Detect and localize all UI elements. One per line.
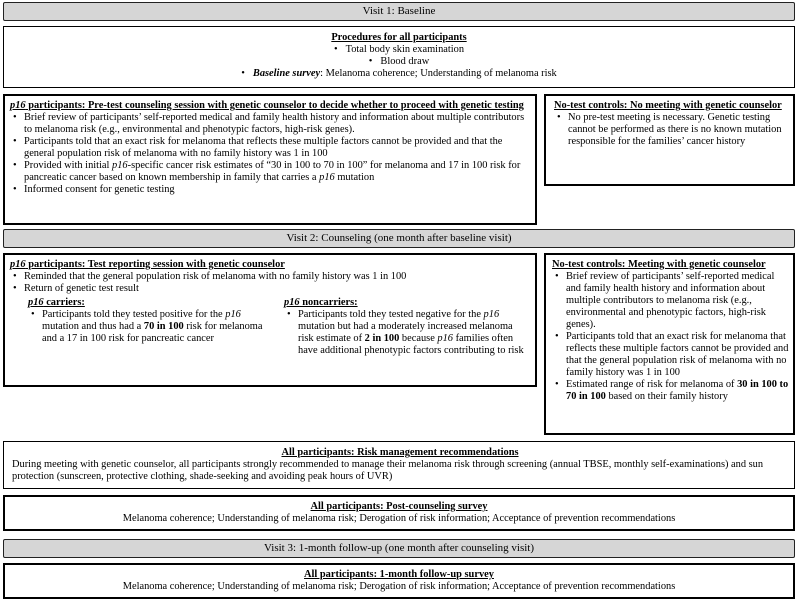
p16-reporting-box xyxy=(3,253,537,387)
notest-b3-bold: 30 in 100 to 70 in 100 xyxy=(566,379,789,402)
p16-pretest-box xyxy=(3,94,537,225)
followup-survey-title: All participants: 1-month follow-up survey xyxy=(304,569,494,580)
carriers-list xyxy=(28,309,276,345)
notest-meeting-box xyxy=(544,253,795,435)
p16-pretest-item: • Participants told that an exact risk for melanoma that reflects these multiple factors cannot be provided and that the general population risk of melanoma with no family history was 1 in 100 xyxy=(10,136,529,160)
p16-pretest-title-italic: p16 xyxy=(10,100,26,111)
noncarriers-t2: mutation but had a moderately increased melanoma risk estimate of xyxy=(298,321,513,344)
result-columns xyxy=(10,297,529,357)
p16-pretest-item xyxy=(10,160,529,184)
noncarriers-list xyxy=(284,309,524,357)
followup-survey-box xyxy=(3,563,795,599)
carriers-title xyxy=(28,297,276,309)
noncarriers-t4: families often have additional phenotypic factors contributing to risk xyxy=(298,333,524,356)
noncarriers-title xyxy=(284,297,524,309)
b3-b: -specific cancer risk estimates of “30 in 100 to 70 in 100” for melanoma and 17 in 100 risk for pancreatic cancer based on known membership in family that carries a xyxy=(24,160,521,183)
p16-reporting-title xyxy=(10,259,529,271)
noncarriers-item xyxy=(284,309,524,357)
noncarriers-title-italic: p16 xyxy=(284,297,300,308)
notest-meeting-item: • Participants told that an exact risk for melanoma that reflects these multiple factors cannot be provided and that the general population risk of melanoma with no family history was 1 in 100 xyxy=(552,331,789,379)
b3-italic: p16 xyxy=(112,160,128,171)
visit2-banner xyxy=(3,229,795,248)
post-survey-title: All participants: Post-counseling survey xyxy=(310,501,488,512)
carriers-title-italic: p16 xyxy=(28,297,44,308)
baseline-survey-label: Baseline survey xyxy=(252,68,321,79)
carriers-column xyxy=(10,297,276,357)
p16-reporting-title-italic: p16 xyxy=(10,259,26,270)
p16-pretest-list xyxy=(10,112,529,196)
notest-meeting-item xyxy=(552,379,789,403)
risk-management-title: All participants: Risk management recommendations xyxy=(281,447,519,458)
post-survey-box xyxy=(3,495,795,531)
risk-management-box xyxy=(3,441,795,489)
notest-controls-list xyxy=(554,112,787,148)
b3-c: mutation xyxy=(334,172,375,183)
noncarriers-column xyxy=(276,297,524,357)
procedure-item: • Blood draw xyxy=(4,56,794,68)
carriers-t1: Participants told they tested positive for the xyxy=(42,309,226,320)
carriers-item xyxy=(28,309,276,345)
procedures-list xyxy=(4,44,794,80)
b3-a: Provided with initial xyxy=(24,160,113,171)
risk-management-text: During meeting with genetic counselor, all participants strongly recommended to manage their melanoma risk through screening (annual TBSE, monthly self-examinations) and sun protection (sunscreen, protective clothing, shade-seeking and avoiding peak hours of UVR) xyxy=(12,459,764,482)
notest-controls-box xyxy=(544,94,795,186)
noncarriers-t1: Participants told they tested negative for the xyxy=(298,309,484,320)
procedure-item: • Total body skin examination xyxy=(4,44,794,56)
procedures-title: Procedures for all participants xyxy=(331,32,467,43)
notest-meeting-title: No-test controls: Meeting with genetic counselor xyxy=(552,259,766,270)
notest-controls-item: • No pre-test meeting is necessary. Genetic testing cannot be performed as there is no known mutation responsible for the families’ cancer history xyxy=(554,112,787,148)
followup-survey-text: Melanoma coherence; Understanding of melanoma risk; Derogation of risk information; Acceptance of prevention recommendations xyxy=(122,581,676,592)
carriers-title-rest: carriers: xyxy=(43,297,85,308)
notest-meeting-item: • Brief review of participants’ self-reported medical and family health history and information about multiple contributors to melanoma risk (e.g., environmental and phenotypic factors, high-risk genes). xyxy=(552,271,789,331)
p16-pretest-item: • Brief review of participants’ self-reported medical and family health history and information about multiple contributors to melanoma risk (e.g., environmental and phenotypic factors, high-risk genes). xyxy=(10,112,529,136)
p16-pretest-item: • Informed consent for genetic testing xyxy=(10,184,529,196)
procedures-box xyxy=(3,26,795,88)
notest-controls-title: No-test controls: No meeting with genetic counselor xyxy=(554,100,782,111)
post-survey-text: Melanoma coherence; Understanding of melanoma risk; Derogation of risk information; Acceptance of prevention recommendations xyxy=(122,513,676,524)
p16-reporting-title-rest: participants: Test reporting session with genetic counselor xyxy=(25,259,285,270)
b3-italic2: p16 xyxy=(319,172,335,183)
noncarriers-t3: because xyxy=(399,333,438,344)
visit3-banner-label: Visit 3: 1-month follow-up (one month after counseling visit) xyxy=(263,542,535,554)
noncarriers-italic: p16 xyxy=(483,309,500,320)
notest-meeting-list xyxy=(552,271,789,403)
notest-b3-a: Estimated range of risk for melanoma of xyxy=(566,379,738,390)
p16-reporting-list xyxy=(10,271,529,295)
visit1-banner-label: Visit 1: Baseline xyxy=(362,5,436,17)
p16-pretest-title-rest: participants: Pre-test counseling session with genetic counselor to decide whether to proceed with genetic testing xyxy=(25,100,524,111)
noncarriers-bold: 2 in 100 xyxy=(364,333,400,344)
p16-pretest-title xyxy=(10,100,529,112)
visit1-banner xyxy=(3,2,795,21)
p16-reporting-item: • Return of genetic test result xyxy=(10,283,529,295)
baseline-survey-text: : Melanoma coherence; Understanding of melanoma risk xyxy=(320,68,557,79)
noncarriers-italic2: p16 xyxy=(437,333,453,344)
carriers-t3: risk for melanoma and a 17 in 100 risk for pancreatic cancer xyxy=(42,321,263,344)
noncarriers-title-rest: noncarriers: xyxy=(299,297,358,308)
visit2-banner-label: Visit 2: Counseling (one month after baseline visit) xyxy=(286,232,512,244)
carriers-italic: p16 xyxy=(225,309,241,320)
p16-reporting-item: • Reminded that the general population risk of melanoma with no family history was 1 in 100 xyxy=(10,271,529,283)
baseline-survey-item xyxy=(4,68,794,80)
notest-b3-b: based on their family history xyxy=(605,391,728,402)
visit3-banner xyxy=(3,539,795,558)
carriers-bold: 70 in 100 xyxy=(143,321,184,332)
carriers-t2: mutation and thus had a xyxy=(42,321,144,332)
